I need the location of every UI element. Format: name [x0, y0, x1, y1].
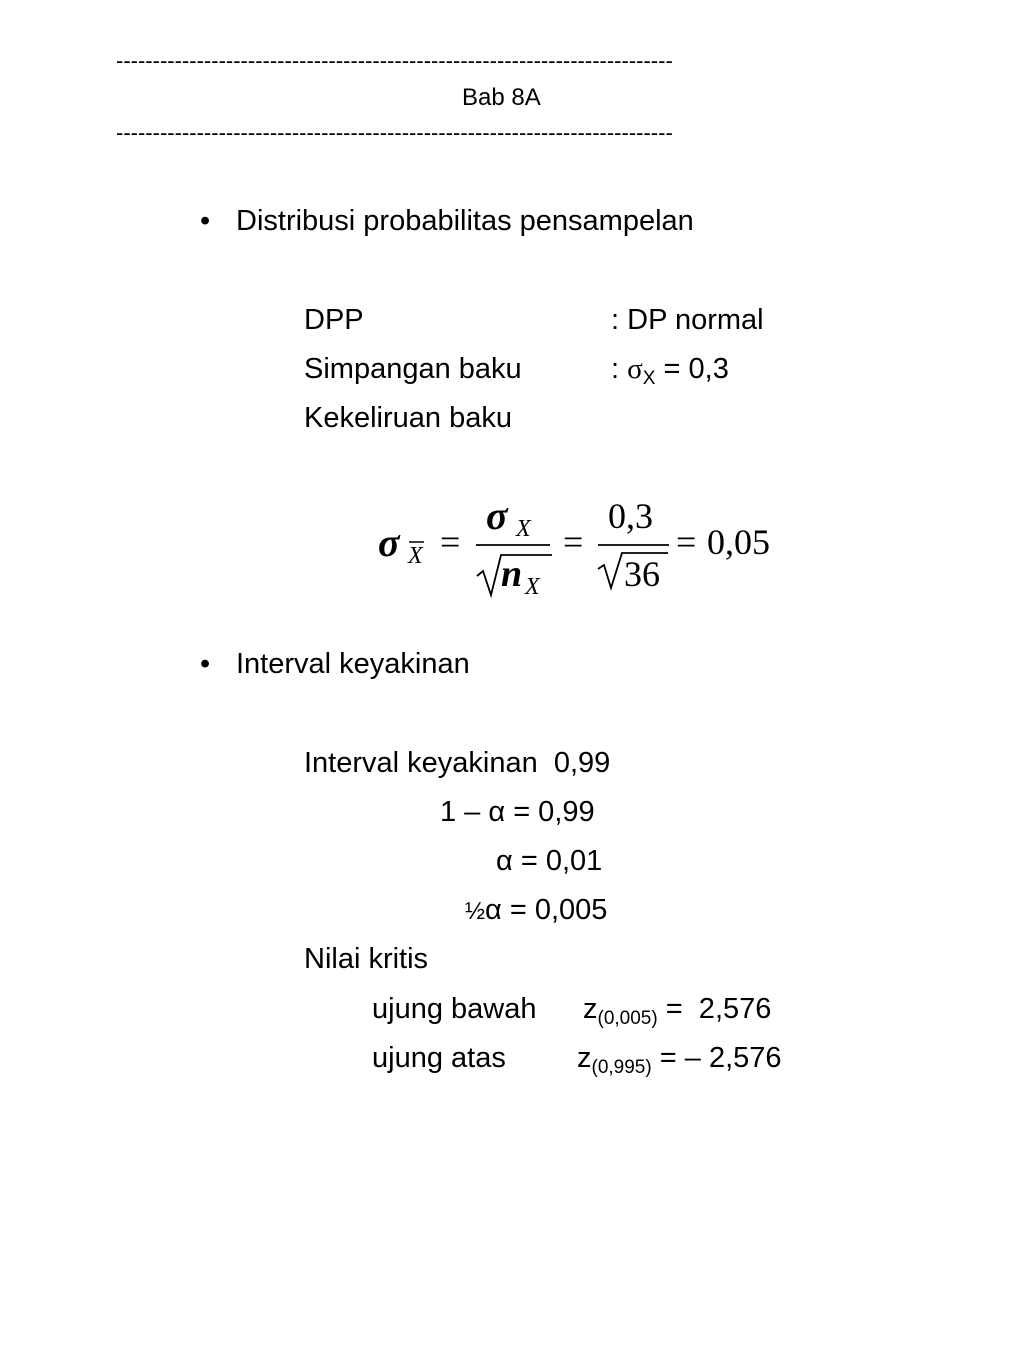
z-atas-val: = – 2,576	[651, 1042, 782, 1074]
z-atas: z	[577, 1042, 592, 1074]
header-title: Bab 8A	[462, 84, 541, 111]
ujung-atas-label: ujung atas	[372, 1042, 506, 1074]
dpp-value-text: DP normal	[627, 304, 764, 336]
formula-result: 0,05	[707, 522, 770, 562]
dpp-label: DPP	[304, 304, 364, 336]
header-dash-top: ----------------------------------------------------------------------------	[116, 50, 673, 72]
formula-xbar: X	[408, 543, 423, 569]
formula-num2: 0,3	[608, 496, 653, 536]
half-alpha-text: α = 0,005	[485, 894, 608, 926]
simpangan-sep: :	[611, 353, 620, 385]
ujung-bawah-label: ujung bawah	[372, 993, 537, 1025]
formula-eq-3: =	[676, 522, 697, 562]
alpha-value: α = 0,01	[496, 845, 603, 877]
formula-eq-2: =	[563, 522, 584, 562]
ujung-atas-value	[577, 1041, 782, 1085]
half-alpha	[465, 893, 607, 929]
simpangan-label: Simpangan baku	[304, 353, 522, 385]
half-symbol: ½	[465, 898, 486, 925]
sigma-sub: X	[642, 368, 656, 389]
formula-den-sub: X	[525, 574, 540, 600]
z-bawah-val: = 2,576	[657, 993, 772, 1025]
simpangan-value-text: = 0,3	[655, 353, 729, 385]
nilai-kritis: Nilai kritis	[304, 943, 429, 975]
z-bawah: z	[583, 993, 598, 1025]
ujung-bawah-value	[583, 992, 771, 1036]
kekeliruan-label: Kekeliruan baku	[304, 402, 512, 434]
z-bawah-sub: (0,005)	[597, 1008, 658, 1029]
formula-eq-1: =	[440, 522, 461, 562]
dpp-sep: :	[611, 304, 620, 336]
formula-num-sigma: σ	[486, 493, 508, 538]
bullet-2: •	[200, 648, 211, 680]
formula-den2: 36	[624, 554, 660, 594]
z-atas-sub: (0,995)	[591, 1057, 652, 1078]
sigma-symbol: σ	[627, 353, 643, 385]
section1-title: Distribusi probabilitas pensampelan	[236, 205, 694, 237]
formula-den-n: n	[501, 553, 523, 595]
one-minus-alpha: 1 – α = 0,99	[440, 796, 595, 828]
interval-line: Interval keyakinan 0,99	[304, 747, 611, 779]
bullet-1: •	[200, 205, 211, 237]
section2-title: Interval keyakinan	[236, 648, 470, 680]
formula-sigma: σ	[378, 520, 400, 565]
formula-num-sub: X	[516, 516, 531, 542]
header-dash-bottom: ----------------------------------------------------------------------------	[116, 122, 673, 144]
